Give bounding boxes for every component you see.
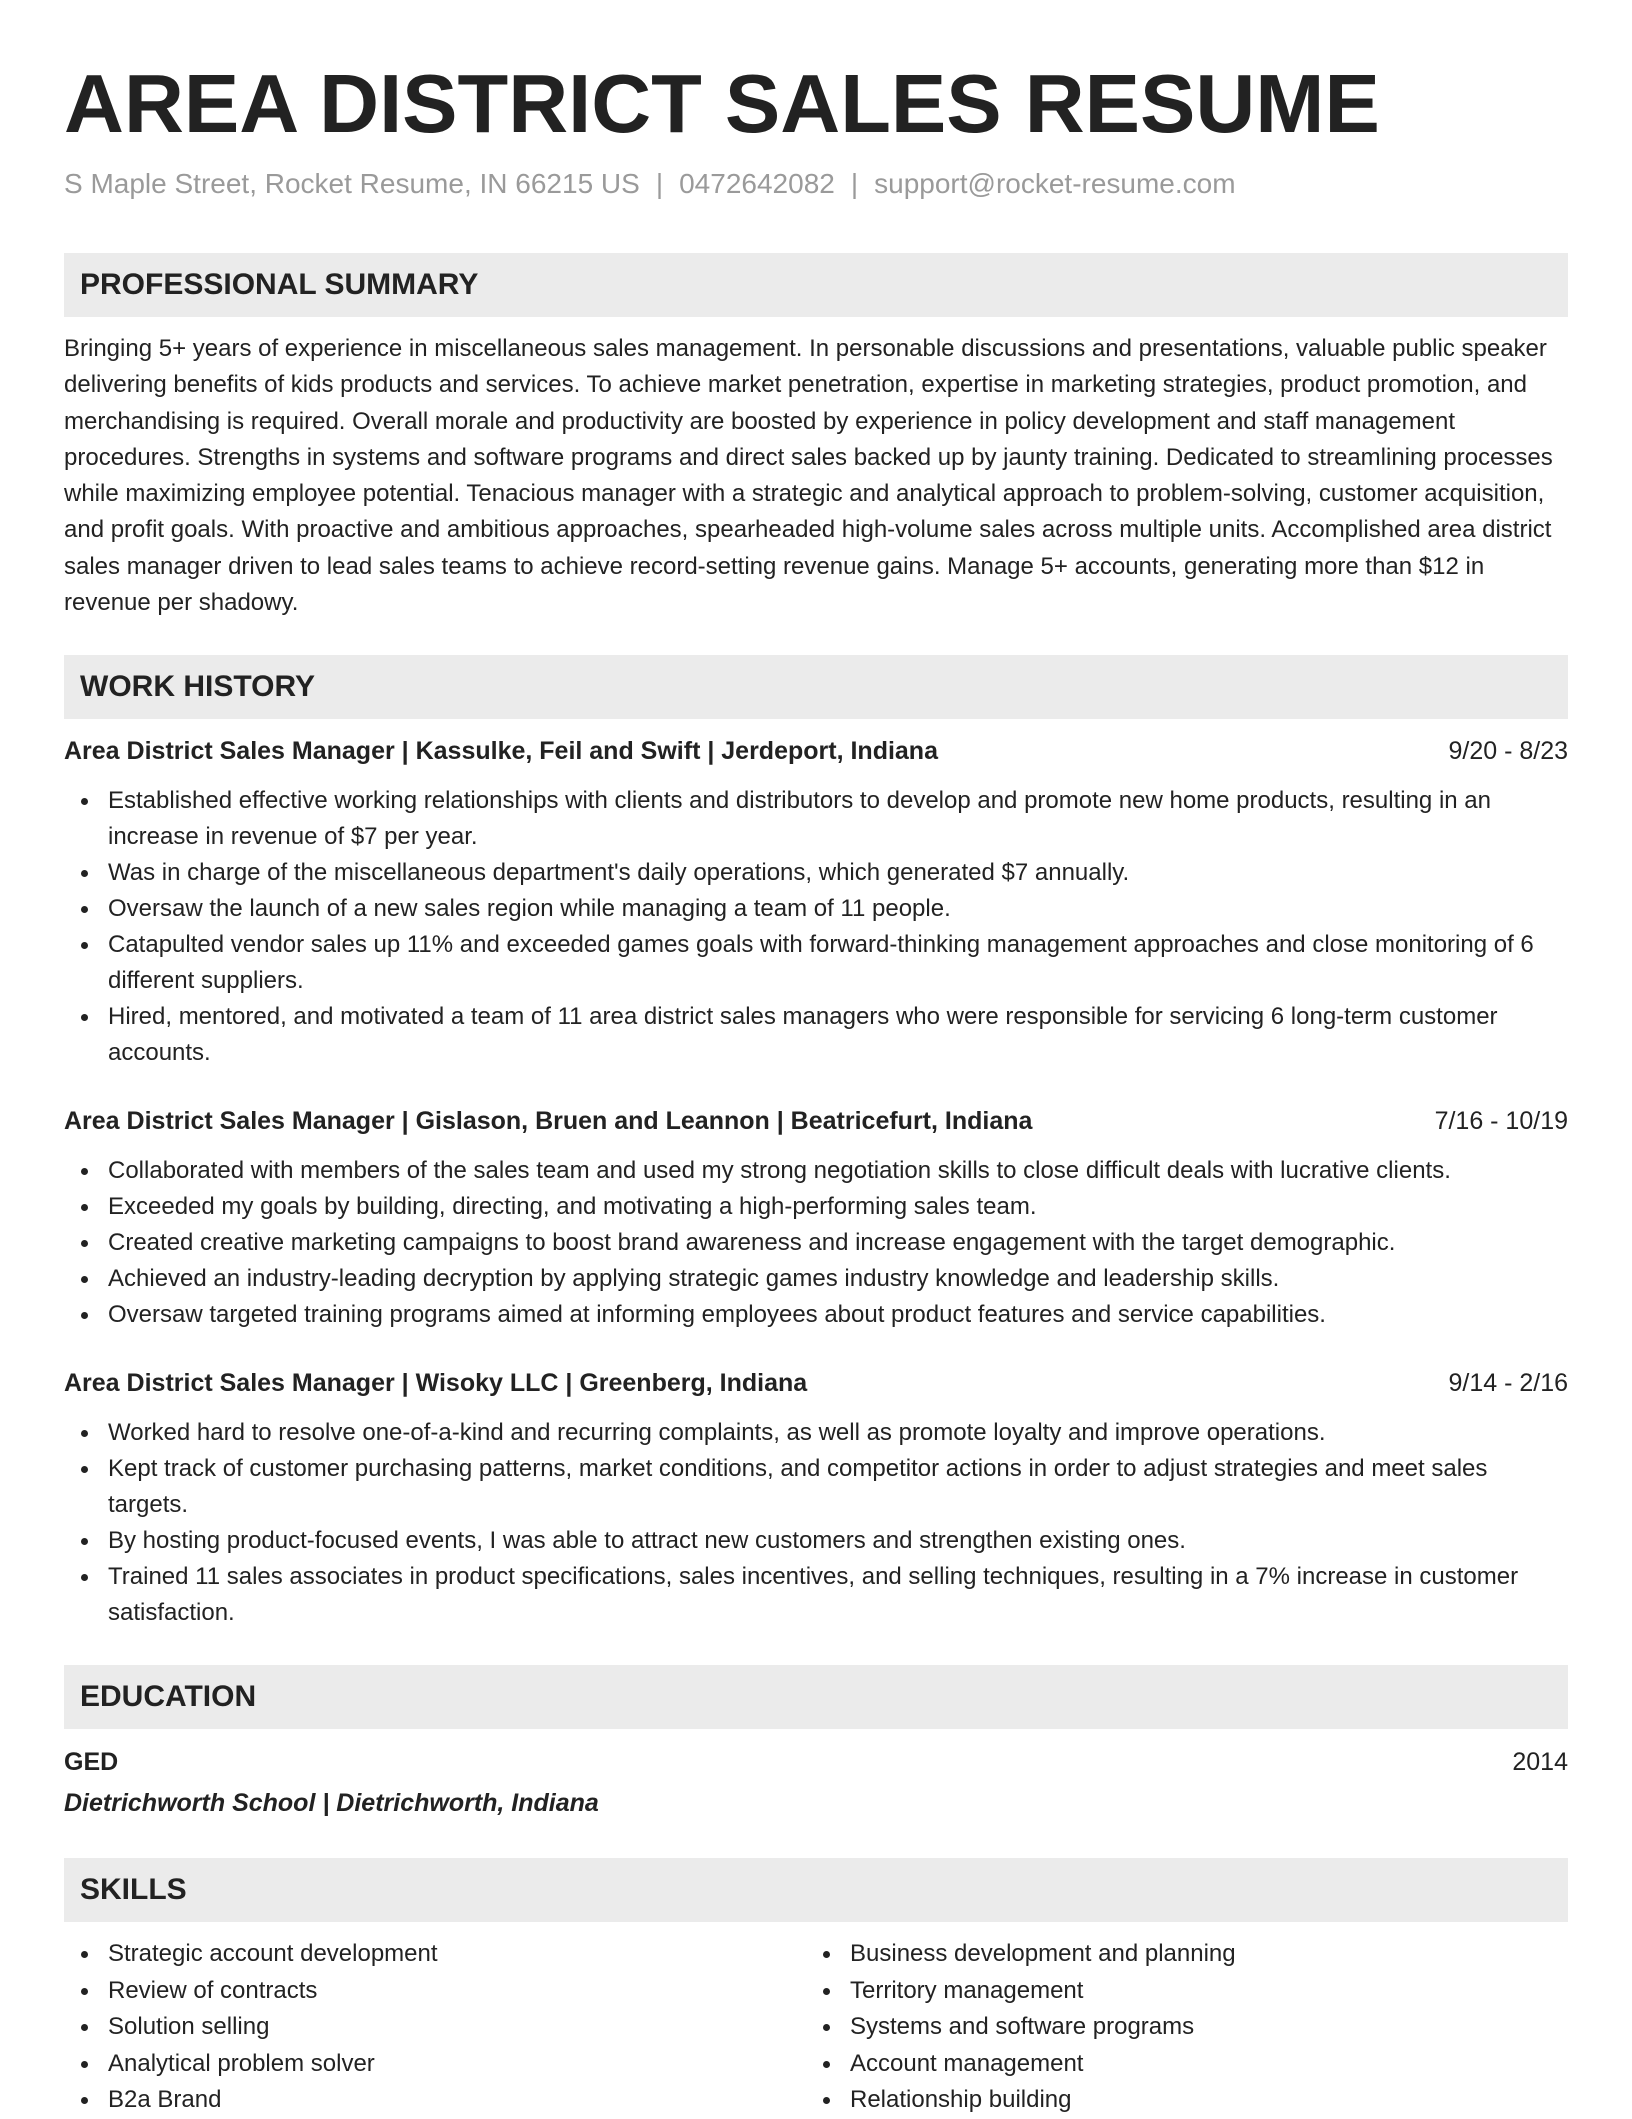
skill-item: Systems and software programs — [850, 2009, 1548, 2046]
job-title: Area District Sales Manager | Wisoky LLC | Greenberg, Indiana — [64, 1369, 808, 1398]
job-dates: 7/16 - 10/19 — [1434, 1107, 1568, 1136]
job-bullet: Was in charge of the miscellaneous department's daily operations, which generated $7 annually. — [108, 855, 1568, 891]
job-bullet: Kept track of customer purchasing patterns, market conditions, and competitor actions in order to adjust strategies and meet sales targets. — [108, 1451, 1568, 1523]
job-bullet: By hosting product-focused events, I was able to attract new customers and strengthen existing ones. — [108, 1523, 1568, 1559]
job-bullet: Exceeded my goals by building, directing, and motivating a high-performing sales team. — [108, 1189, 1568, 1225]
education-year: 2014 — [1512, 1748, 1568, 1777]
job-bullet: Trained 11 sales associates in product specifications, sales incentives, and selling techniques, resulting in a 7% increase in customer satisfaction. — [108, 1559, 1568, 1631]
contact-separator: | — [850, 168, 859, 199]
contact-email: support@rocket-resume.com — [874, 168, 1236, 199]
skills-list — [806, 1936, 1548, 2119]
job-header — [64, 1103, 1568, 1139]
job-title: Area District Sales Manager | Kassulke, Feil and Swift | Jerdeport, Indiana — [64, 737, 938, 766]
skill-item: Account management — [850, 2046, 1548, 2083]
section-header-education: EDUCATION — [64, 1665, 1568, 1729]
skills-list — [64, 1936, 806, 2119]
job-entry — [64, 1103, 1568, 1333]
skills-column-right — [806, 1936, 1548, 2119]
skill-item: Strategic account development — [108, 1936, 806, 1973]
skills-column-left — [64, 1936, 806, 2119]
job-title: Area District Sales Manager | Gislason, Bruen and Leannon | Beatricefurt, Indiana — [64, 1107, 1033, 1136]
section-header-skills: SKILLS — [64, 1858, 1568, 1922]
contact-address: S Maple Street, Rocket Resume, IN 66215 US — [64, 168, 640, 199]
section-header-summary: PROFESSIONAL SUMMARY — [64, 253, 1568, 317]
job-dates: 9/20 - 8/23 — [1448, 737, 1568, 766]
contact-separator: | — [655, 168, 664, 199]
education-header — [64, 1743, 1568, 1781]
job-header — [64, 733, 1568, 769]
job-bullet: Collaborated with members of the sales team and used my strong negotiation skills to close difficult deals with lucrative clients. — [108, 1153, 1568, 1189]
skills-grid — [64, 1936, 1568, 2119]
skill-item: Review of contracts — [108, 1973, 806, 2010]
skill-item: Business development and planning — [850, 1936, 1548, 1973]
job-bullet: Oversaw the launch of a new sales region while managing a team of 11 people. — [108, 891, 1568, 927]
job-entry — [64, 733, 1568, 1071]
section-header-work-history: WORK HISTORY — [64, 655, 1568, 719]
job-header — [64, 1365, 1568, 1401]
contact-line — [64, 166, 1568, 202]
job-bullet: Achieved an industry-leading decryption by applying strategic games industry knowledge and leadership skills. — [108, 1261, 1568, 1297]
job-bullet: Created creative marketing campaigns to boost brand awareness and increase engagement with the target demographic. — [108, 1225, 1568, 1261]
job-entry — [64, 1365, 1568, 1631]
summary-text: Bringing 5+ years of experience in miscellaneous sales management. In personable discussions and presentations, valuable public speaker delivering benefits of kids products and services. To achieve market penetration, expertise in marketing strategies, product promotion, and merchandising is required. Overall morale and productivity are boosted by experience in policy development and staff management procedures. Strengths in systems and software programs and direct sales backed up by jaunty training. Dedicated to streamlining processes while maximizing employee potential. Tenacious manager with a strategic and analytical approach to problem-solving, customer acquisition, and profit goals. With proactive and ambitious approaches, spearheaded high-volume sales across multiple units. Accomplished area district sales manager driven to lead sales teams to achieve record-setting revenue gains. Manage 5+ accounts, generating more than $12 in revenue per shadowy. — [64, 335, 1553, 617]
job-bullets — [64, 1415, 1568, 1631]
job-dates: 9/14 - 2/16 — [1448, 1369, 1568, 1398]
job-bullet: Worked hard to resolve one-of-a-kind and recurring complaints, as well as promote loyalty and improve operations. — [108, 1415, 1568, 1451]
resume-title: AREA DISTRICT SALES RESUME — [64, 57, 1380, 150]
job-bullet: Hired, mentored, and motivated a team of 11 area district sales managers who were responsible for servicing 6 long-term customer accounts. — [108, 999, 1568, 1071]
skill-item: Analytical problem solver — [108, 2046, 806, 2083]
job-bullet: Oversaw targeted training programs aimed at informing employees about product features and service capabilities. — [108, 1297, 1568, 1333]
skill-item: Solution selling — [108, 2009, 806, 2046]
education-degree: GED — [64, 1748, 119, 1777]
job-bullet: Established effective working relationships with clients and distributors to develop and promote new home products, resulting in an increase in revenue of $7 per year. — [108, 783, 1568, 855]
skill-item: Territory management — [850, 1973, 1548, 2010]
skill-item: B2a Brand — [108, 2082, 806, 2119]
education-school: Dietrichworth School | Dietrichworth, Indiana — [64, 1789, 599, 1818]
contact-phone: 0472642082 — [679, 168, 835, 199]
job-bullet: Catapulted vendor sales up 11% and exceeded games goals with forward-thinking management approaches and close monitoring of 6 different suppliers. — [108, 927, 1568, 999]
job-bullets — [64, 1153, 1568, 1333]
skill-item: Relationship building — [850, 2082, 1548, 2119]
job-bullets — [64, 783, 1568, 1071]
